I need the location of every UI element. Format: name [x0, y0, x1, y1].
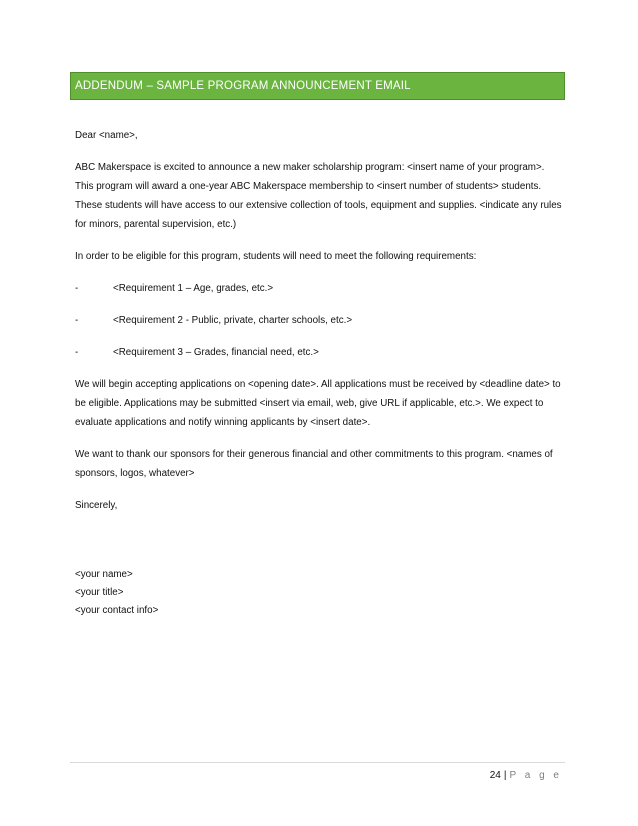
letter-paragraph-applications: We will begin accepting applications on <opening date>. All applications must be received by <deadline date> to be eligible. Applications may be submitted <insert via email, web, give URL if applicable, etc.>. We expect to evaluate applications and notify winning applicants by <insert date>.	[75, 379, 561, 428]
requirement-dash: -	[75, 315, 79, 326]
requirement-item-2	[75, 311, 565, 330]
letter-paragraph-intro: ABC Makerspace is excited to announce a new maker scholarship program: <insert name of your program>. This program will award a one-year ABC Makerspace membership to <insert number of students> students. These students will have access to our extensive collection of tools, equipment and supplies. <indicate any rules for minors, parental supervision, etc.)	[75, 162, 562, 230]
page-footer	[490, 770, 562, 781]
letter-paragraph-sponsors: We want to thank our sponsors for their generous financial and other commitments to this program. <names of sponsors, logos, whatever>	[75, 449, 553, 479]
signature-spacer	[75, 528, 565, 566]
requirement-item-3	[75, 343, 565, 362]
letter-closing: Sincerely,	[75, 500, 118, 511]
page-separator: |	[503, 770, 507, 781]
requirement-text: <Requirement 3 – Grades, financial need, etc.>	[113, 347, 319, 358]
signature-name: <your name>	[75, 569, 133, 580]
requirement-dash: -	[75, 283, 79, 294]
letter-body	[75, 126, 565, 620]
addendum-banner	[70, 72, 565, 100]
page-word: P a g e	[509, 770, 562, 781]
requirement-item-1	[75, 279, 565, 298]
requirement-text: <Requirement 2 - Public, private, charter schools, etc.>	[113, 315, 353, 326]
signature-contact: <your contact info>	[75, 605, 159, 616]
page-number: 24	[489, 770, 501, 781]
banner-title: ADDENDUM – SAMPLE PROGRAM ANNOUNCEMENT EMAIL	[75, 80, 411, 92]
requirement-text: <Requirement 1 – Age, grades, etc.>	[113, 283, 274, 294]
requirement-dash: -	[75, 347, 79, 358]
letter-paragraph-requirements-intro: In order to be eligible for this program, students will need to meet the following requirements:	[75, 251, 477, 262]
footer-divider	[70, 762, 565, 763]
letter-greeting: Dear <name>,	[75, 130, 138, 141]
signature-title: <your title>	[75, 587, 124, 598]
